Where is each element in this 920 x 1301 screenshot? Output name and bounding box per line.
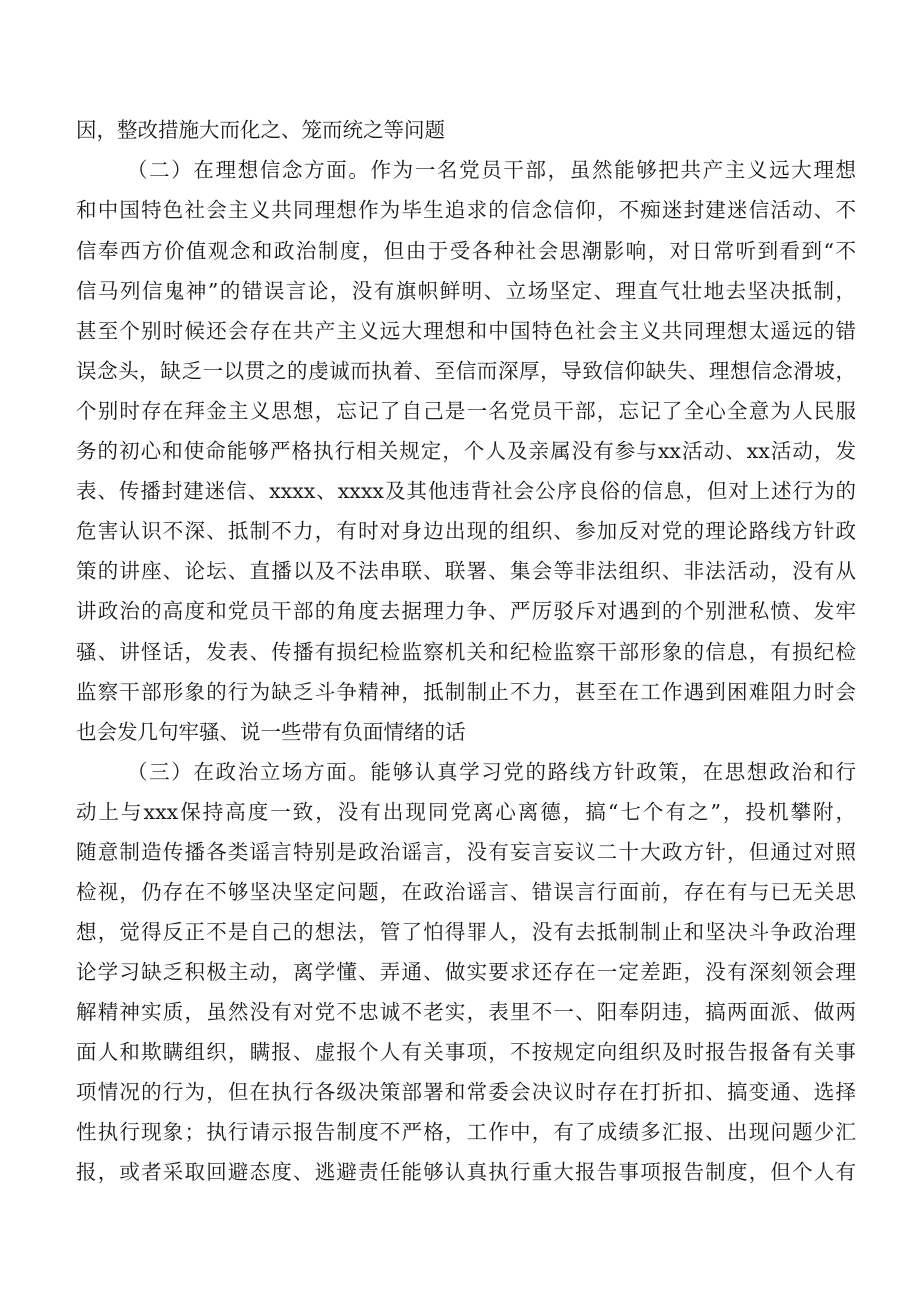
paragraph-heading-line: （三）在政治立场方面。能够认真学习党的路线方针政策，在思想政治和行 <box>127 760 856 784</box>
text-line: 项情况的行为，但在执行各级决策部署和常委会决议时存在打折扣、搞变通、选择 <box>76 1080 856 1104</box>
text-line: 动上与xxx保持高度一致，没有出现同党离心离德，搞“七个有之”，投机攀附， <box>76 800 856 824</box>
text-line: 骚、讲怪话，发表、传播有损纪检监察机关和纪检监察干部形象的信息，有损纪检 <box>76 640 856 664</box>
text-line: 个别时存在拜金主义思想，忘记了自己是一名党员干部，忘记了全心全意为人民服 <box>76 399 856 423</box>
text-line: 检视，仍存在不够坚决坚定问题，在政治谣言、错误言行面前，存在有与已无关思 <box>76 880 856 904</box>
text-line: 随意制造传播各类谣言特别是政治谣言，没有妄言妄议二十大政方针，但通过对照 <box>76 840 856 864</box>
text-line: 务的初心和使命能够严格执行相关规定，个人及亲属没有参与xx活动、xx活动，发 <box>76 439 856 463</box>
text-line: 信马列信鬼神”的错误言论，没有旗帜鲜明、立场坚定、理直气壮地去坚决抵制， <box>76 279 856 303</box>
text-line: 想，觉得反正不是自己的想法，管了怕得罪人，没有去抵制制止和坚决斗争政治理 <box>76 920 856 944</box>
text-line: 策的讲座、论坛、直播以及不法串联、联署、集会等非法组织、非法活动，没有从 <box>76 559 856 583</box>
text-line: 误念头，缺乏一以贯之的虔诚而执着、至信而深厚，导致信仰缺失、理想信念滑坡， <box>76 359 856 383</box>
paragraph-heading-line: （二）在理想信念方面。作为一名党员干部，虽然能够把共产主义远大理想 <box>127 158 856 182</box>
text-line: 危害认识不深、抵制不力，有时对身边出现的组织、参加反对党的理论路线方针政 <box>76 519 856 543</box>
text-line: 讲政治的高度和党员干部的角度去据理力争、严厉驳斥对遇到的个别泄私愤、发牢 <box>76 599 856 623</box>
text-line: 也会发几句牢骚、说一些带有负面情绪的话 <box>76 720 466 744</box>
text-line: 面人和欺瞒组织，瞒报、虚报个人有关事项，不按规定向组织及时报告报备有关事 <box>76 1040 856 1064</box>
text-line: 论学习缺乏积极主动，离学懂、弄通、做实要求还存在一定差距，没有深刻领会理 <box>76 960 856 984</box>
text-line: 性执行现象；执行请示报告制度不严格，工作中，有了成绩多汇报、出现问题少汇 <box>76 1120 856 1144</box>
text-line: 监察干部形象的行为缺乏斗争精神，抵制制止不力，甚至在工作遇到困难阻力时会 <box>76 680 856 704</box>
text-line: 甚至个别时候还会存在共产主义远大理想和中国特色社会主义共同理想太遥远的错 <box>76 319 856 343</box>
text-line: 信奉西方价值观念和政治制度，但由于受各种社会思潮影响，对日常听到看到“不 <box>76 239 856 263</box>
text-line: 解精神实质，虽然没有对党不忠诚不老实，表里不一、阳奉阴违，搞两面派、做两 <box>76 1000 856 1024</box>
text-line: 因，整改措施大而化之、笼而统之等问题 <box>76 118 445 142</box>
text-line: 和中国特色社会主义共同理想作为毕生追求的信念信仰，不痴迷封建迷信活动、不 <box>76 198 856 222</box>
text-line: 表、传播封建迷信、xxxx、xxxx及其他违背社会公序良俗的信息，但对上述行为的 <box>76 479 856 503</box>
text-line: 报，或者采取回避态度、逃避责任能够认真执行重大报告事项报告制度，但个人有 <box>76 1160 856 1184</box>
